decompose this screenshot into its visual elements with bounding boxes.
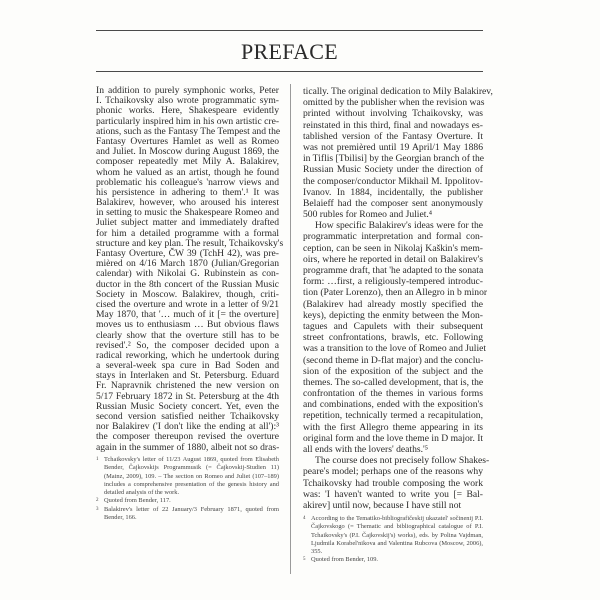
text-line: whom he valued as an artist, though he found [96,166,279,178]
text-line: mièred on 4/16 March 1870 (Julian/Gregorian [96,258,279,270]
text-line: radical reworking, which he undertook during [96,349,279,361]
text-line: 5/17 February 1872 in St. Petersburg at the 4th [96,390,279,402]
footnote [96,456,279,497]
footnote-text: According to the Tematiko-bibliografičeskij ukazatel' sočinenij P.I. Čajkovskogo (= Thematic and bibliographical catalogue of P.I. Tchaikovsky's (P.I. Čajkovskij's) works), eds. by Polina Vajdman, Ljudmila Korabel'nikova and Valentina Rubcova (Moscow, 2006), 355. [311,515,483,556]
text-line: programme draft, that 'he adapted to the sonata [303,265,484,276]
text-line: Balakirev, however, who aroused his interest [96,197,279,209]
header-top-rule [96,30,483,31]
footnote-number: 5 [303,557,306,563]
footnote-number: 2 [96,498,99,504]
text-line: 500 rubles for Romeo and Juliet.⁴ [303,209,433,221]
text-line: peare's model; perhaps one of the reasons why [303,466,483,478]
text-line: ations, such as the Fantasy The Tempest and the [96,125,281,137]
text-line: themes. The so-called development, that is, the [303,376,484,388]
text-line: form: …first, a religiously-tempered introduc- [303,276,483,288]
text-line: tion (Pater Lorenzo), then an Allegro in b minor [303,287,488,299]
text-line: Fantasy Overtures Hamlet as well as Romeo [96,135,279,147]
text-line: repetition, technically termed a recapitulation, [303,410,483,422]
text-line: Russian Music Society under the direction of [303,164,483,176]
text-line: all ends with the lovers' deaths.'⁵ [303,444,429,455]
text-line: Tchaikovsky had trouble composing the work [303,477,483,489]
text-line: How specific Balakirev's ideas were for the [315,220,483,232]
text-line: was not premièred until 19 April/1 May 1886 [303,141,483,153]
text-line: with the first Allegro theme appearing in its [303,421,483,433]
text-line: akirev] until now, because I have still not [303,499,462,511]
text-line: calendar) with Nikolai G. Rubinstein as con- [96,268,279,280]
text-line: nor Balakirev ('I don't like the ending at all'):³ [96,421,279,433]
text-line: keys), depicting the enmity between the Mon- [303,309,483,321]
footnote [96,497,279,505]
text-line: the composer thereupon revised the overture [96,431,279,443]
text-line: moves us to enthusiasm … But obvious flaws [96,319,279,331]
column-divider [290,84,291,574]
text-line: ception, can be seen in Nikolaj Kaškin's mem- [303,242,483,254]
text-line: (Balakirev had already mostly specified the [303,298,483,310]
text-line: in setting to music the Shakespeare Romeo and [96,207,279,219]
text-line: Fantasy Overture, ČW 39 (TchH 42), was pre- [96,248,279,259]
text-line: was: 'I haven't wanted to write you [= Bal- [303,488,483,500]
right-text-column [303,86,493,511]
left-footnotes [96,456,279,522]
text-line: clearly show that the overture still has to be [96,329,279,341]
text-line: omitted by the publisher when the revision was [303,97,485,109]
footnote-number: 4 [303,516,306,521]
text-line: ductor in the 8th concert of the Russian Music [96,278,279,290]
footnote-text: Quoted from Bender, 109. [311,556,379,564]
text-line: street confrontations, brawls, etc. Following [303,332,483,344]
text-line: original form and the love theme in D major. It [303,432,484,444]
text-line: printed without involving Tchaikovsky, was [303,108,483,120]
right-footnotes [303,515,483,565]
text-line: particularly inspired him in his own artistic cre- [96,115,280,127]
text-line: a several-week spa cure in Bad Soden and [96,360,279,372]
text-line: confrontation of the themes in various forms [303,388,483,400]
text-line: revised'.² So, the composer decided upon a [96,339,279,351]
footnote-number: 3 [96,506,99,512]
footnote [303,515,483,556]
left-text-column [96,85,284,453]
text-line: again in the summer of 1880, albeit not so dras- [96,441,280,453]
text-line: Russian Music Society concert. Yet, even the [96,400,279,412]
text-line: Society in Moscow. Balakirev, though, criti- [96,288,279,300]
text-line: (second theme in D-flat major) and the conclu- [303,354,484,366]
text-line: and Juliet. In Moscow during August 1869, the [96,146,279,158]
footnote-text: Balakirev's letter of 22 January/3 February 1871, quoted from Bender, 166. [104,505,279,522]
text-line: in Tiflis [Tbilisi] by the Georgian branch of the [303,153,485,165]
text-line: Fr. Napravnik christened the new version on [96,380,279,392]
text-line: Juliet subject matter and immediately drafted [96,217,279,229]
text-line: sion of the exposition of the subject and the [303,365,483,377]
text-line: phonic works. Here, Shakespeare evidently [96,105,279,117]
text-line: was a transition to the love of Romeo and Juliet [303,343,487,355]
footnote [96,506,279,523]
footnote-number: 1 [96,457,99,462]
text-line: his persistence in adhering to them'.¹ It was [96,186,279,198]
text-line: and combinations, ended with the exposition's [303,399,483,411]
header-bottom-rule [96,71,483,72]
footnote [303,556,483,564]
text-line: reinstated in this third, final and nowadays es- [303,119,483,131]
text-line: problematic his colleague's 'narrow views and [96,176,279,188]
text-line: oirs, where he reported in detail on Balakirev's [303,253,483,265]
text-line: the composer/conductor Mikhail M. Ippolitov- [303,175,483,187]
text-line: stays in Interlaken and St. Petersburg. Eduard [96,370,279,382]
text-line: programmatic interpretation and formal con- [303,231,483,243]
text-line: tagues and Capulets with their subsequent [303,320,483,332]
page-title: PREFACE [240,39,339,64]
text-line: Belaieff had the composer sent anonymously [303,197,483,209]
text-line: composer repeatedly met Mily A. Balakirev, [96,156,279,168]
text-line: May 1870, that '… much of it [= the overture] [96,309,279,321]
text-line: for him a detailed programme with a formal [96,227,279,239]
text-line: Ivanov. In 1884, incidentally, the publisher [303,186,483,198]
text-line: In addition to purely symphonic works, Peter [96,85,279,96]
text-line: second version satisfied neither Tchaikovsky [96,411,279,422]
footnote-text: Tchaikovsky's letter of 11/23 August 1869, quoted from Elisabeth Bender, Čajkovskijs Programmusik (= Čajkovskij-Studien 11) (Mainz, 2009), 109. – The section on Romeo and Juliet (107–189) includes a comprehensive presentation of the genesis history and detailed analysis of the work. [104,456,279,497]
text-line: tically. The original dedication to Mily Balakirev, [303,86,493,97]
text-line: I. Tchaikovsky also wrote programmatic sym- [96,95,279,107]
footnote-text: Quoted from Bender, 117. [104,497,171,505]
text-line: structure and key plan. The result, Tchaikovsky's [96,237,284,249]
text-line: cised the overture and wrote in a letter of 9/21 [96,298,279,310]
text-line: tablished version of the Fantasy Overture. It [303,130,483,142]
text-line: The course does not precisely follow Shakes- [315,455,490,467]
